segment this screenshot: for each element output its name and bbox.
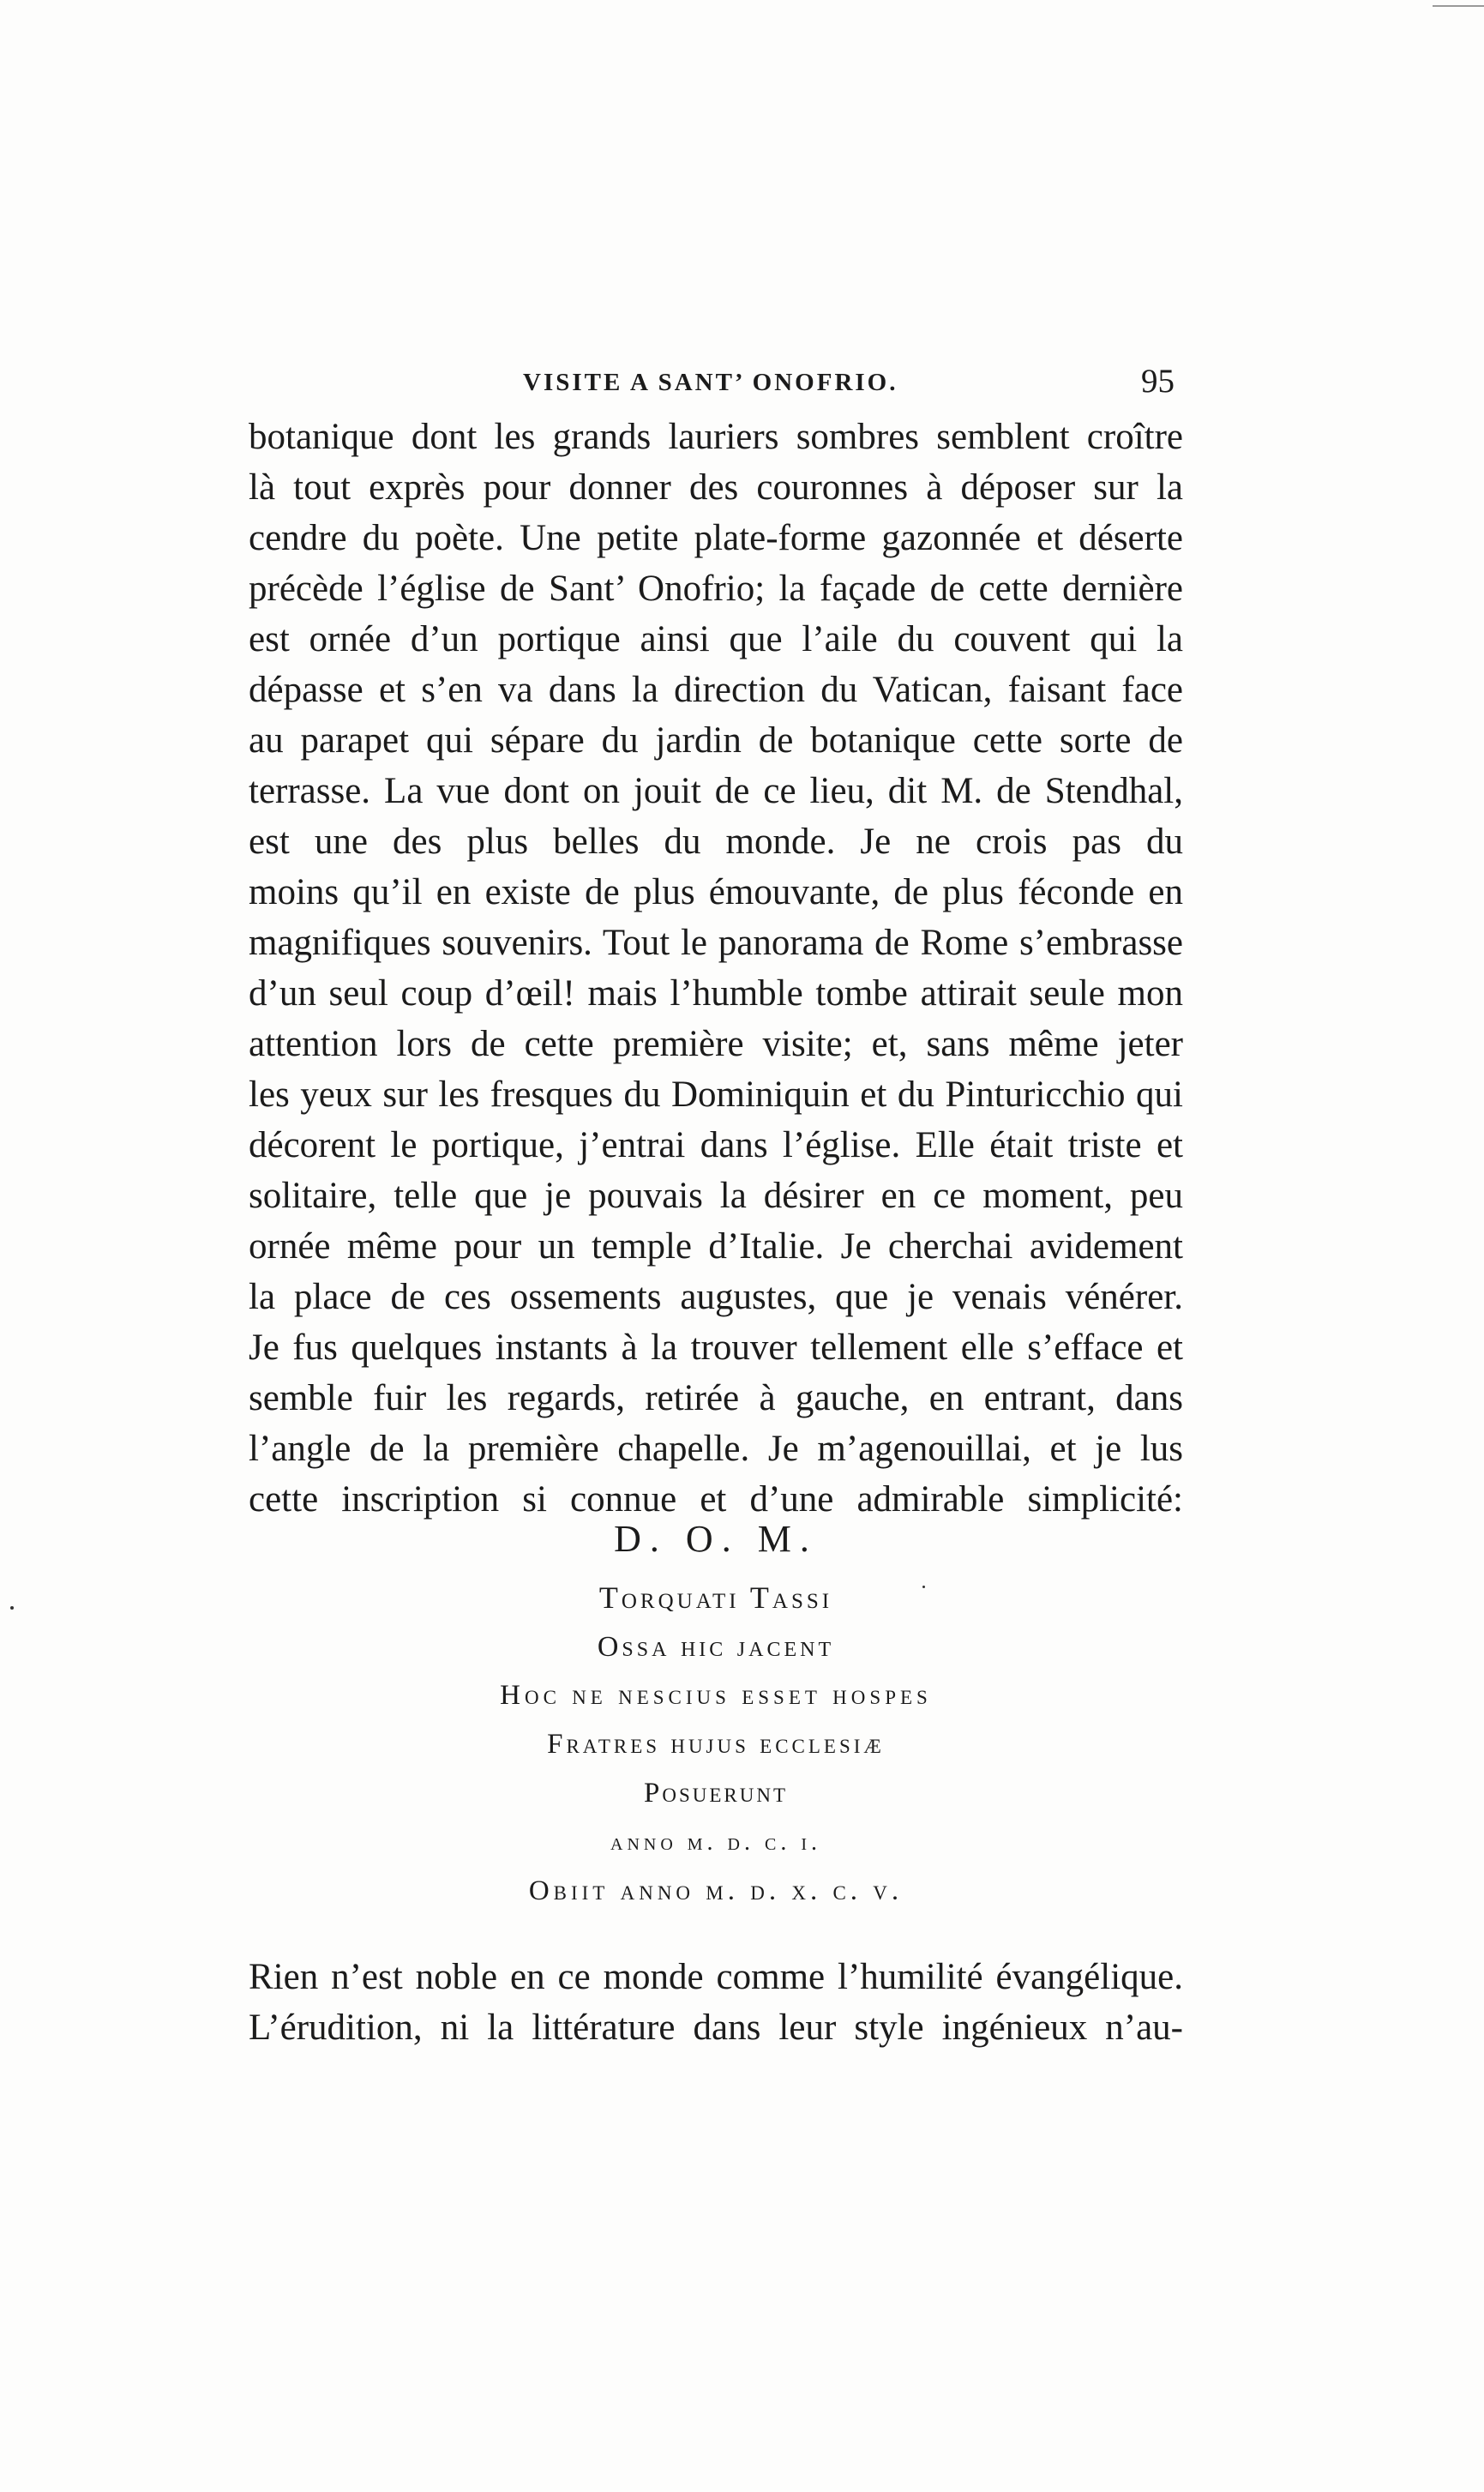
text-line: Je fus quelques instants à la trouver tellement elle s’efface et: [249, 1327, 1183, 1368]
scan-speck: [10, 1606, 14, 1610]
paragraph-1: [249, 412, 1183, 1525]
page-number: 95: [1141, 363, 1175, 400]
text-line: moins qu’il en existe de plus émouvante, de plus féconde en: [249, 872, 1183, 912]
text-line: dépasse et s’en va dans la direction du Vatican, faisant face: [249, 670, 1183, 710]
text-line: solitaire, telle que je pouvais la désirer en ce moment, peu: [249, 1176, 1183, 1216]
text-line: L’érudition, ni la littérature dans leur style ingénieux n’au-: [249, 2007, 1183, 2048]
text-line: est ornée d’un portique ainsi que l’aile du couvent qui la: [249, 619, 1183, 659]
text-line: d’un seul coup d’œil! mais l’humble tombe attirait seule mon: [249, 973, 1183, 1014]
inscription-line: D. O. M.: [614, 1518, 818, 1560]
text-line: les yeux sur les fresques du Dominiquin et du Pinturicchio qui: [249, 1074, 1183, 1115]
text-line: botanique dont les grands lauriers sombres semblent croître: [249, 417, 1183, 457]
text-line: Rien n’est noble en ce monde comme l’humilité évangélique.: [249, 1957, 1183, 1997]
text-line: précède l’église de Sant’ Onofrio; la façade de cette dernière: [249, 569, 1183, 609]
text-line: là tout exprès pour donner des couronnes à déposer sur la: [249, 467, 1183, 508]
text-line: attention lors de cette première visite; et, sans même jeter: [249, 1024, 1183, 1064]
text-line: au parapet qui sépare du jardin de botanique cette sorte de: [249, 720, 1183, 761]
text-line: semble fuir les regards, retirée à gauche, en entrant, dans: [249, 1378, 1183, 1418]
text-line: l’angle de la première chapelle. Je m’agenouillai, et je lus: [249, 1429, 1183, 1469]
inscription-line: anno m. d. c. i.: [610, 1829, 821, 1856]
inscription-line: Hoc ne nescius esset hospes: [500, 1680, 932, 1711]
text-line: est une des plus belles du monde. Je ne crois pas du: [249, 822, 1183, 862]
text-line: terrasse. La vue dont on jouit de ce lieu, dit M. de Stendhal,: [249, 771, 1183, 811]
text-line: décorent le portique, j’entrai dans l’église. Elle était triste et: [249, 1125, 1183, 1165]
inscription-line: Posuerunt: [643, 1778, 789, 1809]
text-line: ornée même pour un temple d’Italie. Je cherchai avidement: [249, 1226, 1183, 1267]
inscription-line: Ossa hic jacent: [597, 1631, 835, 1663]
page-header: [249, 362, 1183, 405]
inscription-line: Obiit anno m. d. x. c. v.: [528, 1875, 904, 1906]
text-line: magnifiques souvenirs. Tout le panorama de Rome s’embrasse: [249, 923, 1183, 963]
text-line: la place de ces ossements augustes, que je venais vénérer.: [249, 1277, 1183, 1317]
scan-edge-mark: [1433, 5, 1484, 7]
text-line: cette inscription si connue et d’une admirable simplicité:: [249, 1479, 1183, 1520]
epitaph-inscription: [249, 1505, 1183, 1916]
inscription-line: Torquati Tassi: [598, 1580, 833, 1615]
running-title: VISITE A SANT’ ONOFRIO.: [523, 369, 898, 396]
scan-speck: [922, 1586, 925, 1588]
inscription-line: Fratres hujus ecclesiæ: [547, 1729, 885, 1760]
text-line: cendre du poète. Une petite plate-forme gazonnée et déserte: [249, 518, 1183, 558]
paragraph-2: [249, 1952, 1183, 2053]
